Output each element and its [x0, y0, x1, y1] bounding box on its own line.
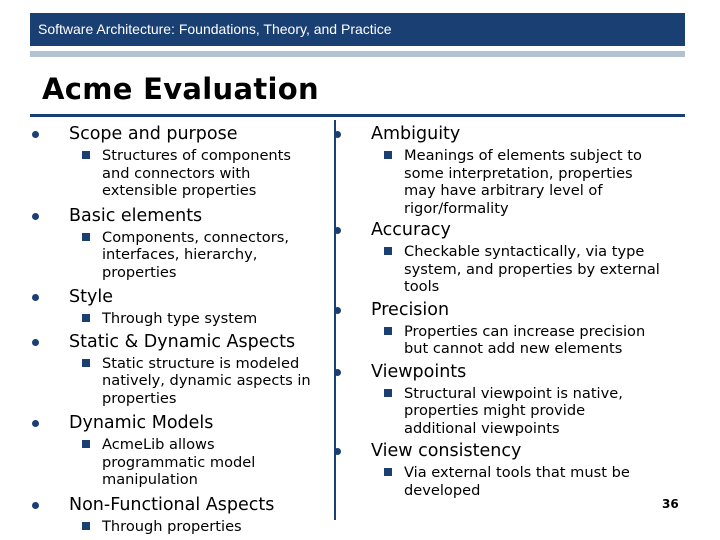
bullet-dot-icon: [32, 339, 39, 346]
bullet-item: [330, 219, 690, 296]
bullet-label: Viewpoints: [371, 361, 467, 382]
bullet-label: Accuracy: [371, 220, 451, 240]
bullet-item: [28, 123, 334, 200]
bullet-dot-icon: [32, 420, 39, 427]
bullet-label: View consistency: [371, 441, 522, 461]
sub-bullet-text: AcmeLib allows programmatic model manipulation: [102, 436, 256, 488]
bullet-label: Style: [69, 287, 113, 307]
header-bar: [30, 13, 685, 46]
diamond-bullet-icon: [384, 151, 392, 159]
sub-bullet-text: Meanings of elements subject to some interpretation, properties may have arbitrary level of rigor/formality: [404, 147, 642, 217]
bullet-label: Basic elements: [69, 205, 203, 226]
bullet-label: Ambiguity: [371, 124, 461, 144]
bullet-dot-icon: [334, 131, 341, 138]
sub-bullet-text: Through properties: [102, 517, 242, 535]
bullet-item: [330, 299, 690, 358]
sub-bullet-text: Properties can increase precision but cannot add new elements: [404, 322, 646, 357]
bullet-item: [330, 440, 690, 499]
bullet-label: Scope and purpose: [69, 124, 238, 144]
diamond-bullet-icon: [82, 440, 90, 448]
bullet-item: [28, 205, 334, 282]
slide-title: Acme Evaluation: [42, 72, 319, 106]
bullet-item: [28, 331, 334, 408]
diamond-bullet-icon: [82, 233, 90, 241]
bullet-label: Static & Dynamic Aspects: [69, 331, 296, 352]
diamond-bullet-icon: [82, 359, 90, 367]
bullet-dot-icon: [32, 131, 39, 138]
diamond-bullet-icon: [384, 468, 392, 476]
bullet-item: [28, 494, 334, 536]
bullet-dot-icon: [32, 502, 39, 509]
header-underline: [30, 51, 685, 57]
bullet-item: [330, 123, 690, 217]
sub-bullet-text: Checkable syntactically, via type system, and properties by external tools: [404, 243, 660, 295]
diamond-bullet-icon: [82, 151, 90, 159]
diamond-bullet-icon: [82, 314, 90, 322]
bullet-label: Non-Functional Aspects: [69, 494, 275, 515]
bullet-dot-icon: [334, 307, 341, 314]
sub-bullet-text: Through type system: [102, 310, 258, 327]
sub-bullet-text: Structural viewpoint is native, properties might provide additional viewpoints: [404, 384, 623, 437]
bullet-item: [28, 286, 334, 328]
diamond-bullet-icon: [384, 327, 392, 335]
bullet-dot-icon: [32, 294, 39, 301]
sub-bullet-text: Structures of components and connectors with extensible properties: [102, 147, 291, 199]
bullet-item: [330, 361, 690, 438]
diamond-bullet-icon: [384, 389, 392, 397]
sub-bullet-text: Via external tools that must be developed: [404, 464, 630, 499]
bullet-dot-icon: [32, 213, 39, 220]
right-column: [330, 120, 690, 499]
sub-bullet-text: Components, connectors, interfaces, hierarchy, properties: [102, 228, 289, 281]
bullet-dot-icon: [334, 227, 341, 234]
diamond-bullet-icon: [384, 247, 392, 255]
page-number: 36: [662, 497, 679, 511]
sub-bullet-text: Static structure is modeled natively, dynamic aspects in properties: [102, 354, 311, 407]
left-column: [28, 120, 334, 535]
bullet-dot-icon: [334, 369, 341, 376]
bullet-item: [28, 412, 334, 489]
header-title: Software Architecture: Foundations, Theory, and Practice: [38, 21, 392, 37]
bullet-label: Precision: [371, 299, 450, 320]
bullet-dot-icon: [334, 448, 341, 455]
title-rule: [30, 114, 685, 117]
bullet-label: Dynamic Models: [69, 413, 214, 433]
diamond-bullet-icon: [82, 522, 90, 530]
